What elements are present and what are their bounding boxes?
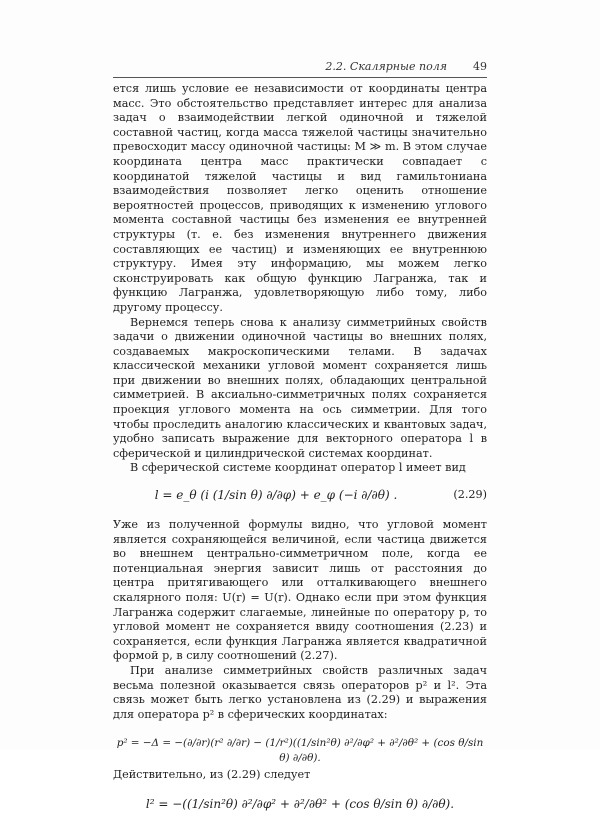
paragraph-2: Вернемся теперь снова к анализу симметрийных свойств задачи о движении одиночной частицы во внешних полях, создаваемых макроскопическими телами. В задачах классической механики угловой момент сохраняется лишь при движении во внешних полях, обладающих центральной симметрией. В аксиально-симметричных полях сохраняется проекция углового момента на ось симметрии. Для того чтобы проследить аналогию классических и квантовых задач, удобно записать выражение для векторного оператора l в сферической и цилиндрической системах координат.: [113, 315, 487, 460]
paragraph-1: ется лишь условие ее независимости от координаты центра масс. Это обстоятельство представляет интерес для анализа задач о взаимодействии легкой одиночной и тяжелой составной частиц, когда масса тяжелой частицы значительно превосходит массу одиночной частицы: M ≫ m. В этом случае координата центра масс практически совпадает с координатой тяжелой частицы и вид гамильтониана взаимодействия позволяет легко оценить отношение вероятностей процессов, приводящих к изменению углового момента составной частицы без изменения ее внутренней структуры (т. е. без изменения внутреннего движения составляющих ее частиц) и изменяющих ее внутреннюю структуру. Имея эту информацию, мы можем легко сконструировать как общую функцию Лагранжа, так и функцию Лагранжа, удовлетворяющую либо тому, либо другому процессу.: [113, 82, 487, 314]
equation-l-squared: [113, 789, 487, 823]
equation-p-squared: [113, 728, 487, 762]
paragraph-3: В сферической системе координат оператор l имеет вид: [130, 461, 466, 475]
body-text: [113, 82, 487, 829]
header-rule: [113, 77, 487, 78]
page-number: 49: [473, 60, 487, 73]
paragraph-4: Уже из полученной формулы видно, что угловой момент является сохраняющейся величиной, если частица движется во внешнем центрально-симметричном поле, когда ее потенциальная энергия зависит лишь от расстояния до центра притягивающего или отталкивающего внешнего скалярного поля: U(r) = U(r). Однако если при этом функция Лагранжа содержит слагаемые, линейные по оператору p, то угловой момент не сохраняется ввиду соотношения (2.23) и сохраняется, если функция Лагранжа является квадратичной формой p, в силу соотношений (2.27).: [113, 518, 487, 663]
equation-p-squared-body: p² = −Δ = −(∂/∂r)(r² ∂/∂r) − (1/r²)((1/sin²θ) ∂²/∂φ² + ∂²/∂θ² + (cos θ/sin θ) ∂/∂θ).: [116, 737, 484, 764]
paragraph-5: При анализе симметрийных свойств различных задач весьма полезной оказывается связь операторов p² и l². Эта связь может быть легко установлена из (2.29) и выражения для оператора p² в сферических координатах:: [113, 663, 487, 721]
paragraph-6: Действительно, из (2.29) следует: [113, 768, 311, 782]
running-header: [113, 60, 487, 76]
equation-2-29: [113, 482, 487, 512]
equation-2-29-label: (2.29): [453, 488, 487, 502]
equation-l-squared-body: l² = −((1/sin²θ) ∂²/∂φ² + ∂²/∂θ² + (cos θ/sin θ) ∂/∂θ).: [145, 796, 455, 811]
equation-2-29-body: l = e_θ (i (1/sin θ) ∂/∂φ) + e_φ (−i ∂/∂θ) .: [154, 488, 398, 503]
section-title: 2.2. Скалярные поля: [325, 60, 447, 73]
